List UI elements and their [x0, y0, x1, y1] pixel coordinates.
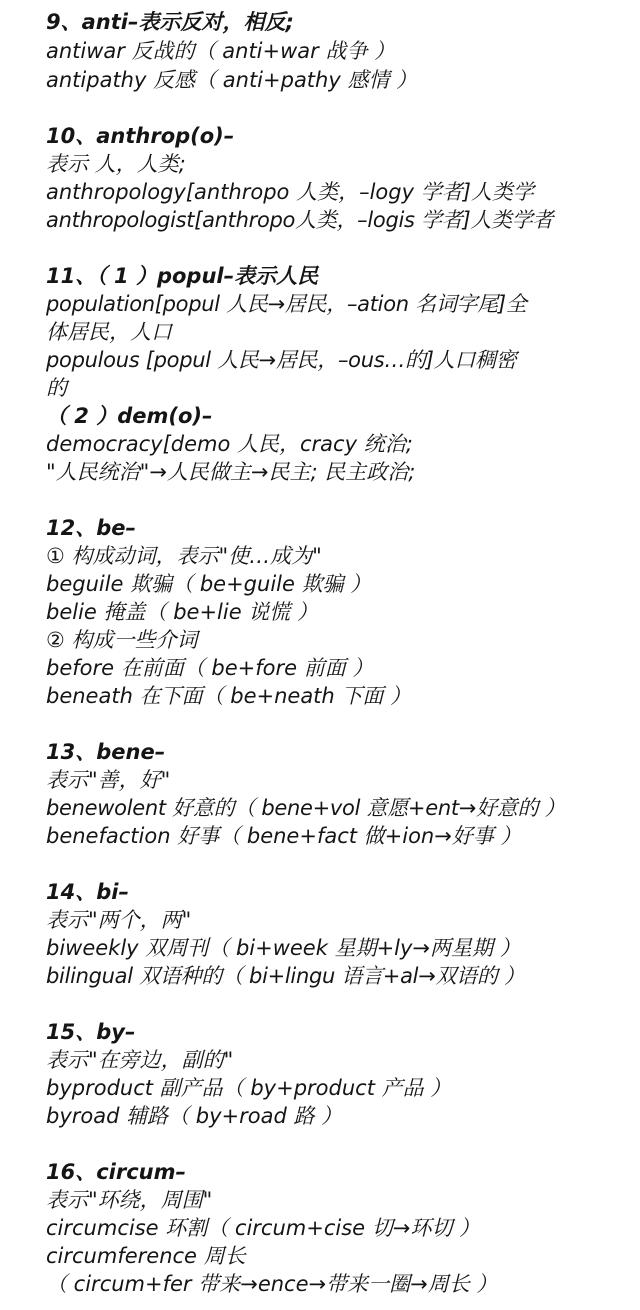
- entry-line: beguile 欺骗（ be+guile 欺骗 ）: [46, 572, 372, 596]
- entry-line: 的: [46, 376, 67, 400]
- section-heading: 14、bi–: [46, 880, 129, 904]
- entry-line: 表示"善，好": [46, 768, 171, 792]
- entry-line: benewolent 好意的（ bene+vol 意愿+ent→好意的 ）: [46, 796, 566, 820]
- entry-line: byproduct 副产品（ by+product 产品 ）: [46, 1076, 452, 1100]
- entry-line: circumference 周长: [46, 1244, 246, 1268]
- entry-line: anthropologist[anthropo人类，–logis 学者]人类学者: [46, 208, 554, 232]
- entry-line: benefaction 好事（ bene+fact 做+ion→好事 ）: [46, 824, 522, 848]
- section-heading: 13、bene–: [46, 740, 166, 764]
- entry-line: ① 构成动词，表示"使…成为": [46, 544, 322, 568]
- section-heading: 9、anti–表示反对，相反;: [46, 10, 294, 34]
- entry-line: 表示"环绕，周围": [46, 1188, 213, 1212]
- entry-line: antiwar 反战的（ anti+war 战争 ）: [46, 39, 396, 63]
- entry-line: population[popul 人民→居民，–ation 名词字尾]全: [46, 292, 527, 316]
- entry-line: 表示"两个，两": [46, 908, 192, 932]
- entry-line: ② 构成一些介词: [46, 628, 198, 652]
- section-heading: 16、circum–: [46, 1160, 187, 1184]
- entry-line: biweekly 双周刊（ bi+week 星期+ly→两星期 ）: [46, 936, 521, 960]
- entry-line: circumcise 环割（ circum+cise 切→环切 ）: [46, 1216, 481, 1240]
- entry-line: belie 掩盖（ be+lie 说慌 ）: [46, 600, 318, 624]
- section-heading: 11、（ 1 ）popul–表示人民: [46, 264, 319, 288]
- entry-line: byroad 辅路（ by+road 路 ）: [46, 1104, 343, 1128]
- entry-line: （ circum+fer 带来→ence→带来一圈→周长 ）: [46, 1272, 498, 1296]
- entry-line: antipathy 反感（ anti+pathy 感情 ）: [46, 68, 418, 92]
- section-heading: 12、be–: [46, 516, 136, 540]
- section-heading: 10、anthrop(o)–: [46, 124, 235, 148]
- entry-line: populous [popul 人民→居民，–ous…的]人口稠密: [46, 348, 517, 372]
- entry-line: bilingual 双语种的（ bi+lingu 语言+al→双语的 ）: [46, 964, 525, 988]
- entry-line: 表示"在旁边，副的": [46, 1048, 234, 1072]
- entry-line: anthropology[anthropo 人类，–logy 学者]人类学: [46, 180, 534, 204]
- entry-line: democracy[demo 人民，cracy 统治;: [46, 432, 413, 456]
- entry-line: before 在前面（ be+fore 前面 ）: [46, 656, 374, 680]
- section-heading: 15、by–: [46, 1020, 136, 1044]
- entry-line: "人民统治"→人民做主→民主; 民主政治;: [46, 460, 416, 484]
- entry-line: 表示 人，人类;: [46, 152, 186, 176]
- entry-line: beneath 在下面（ be+neath 下面 ）: [46, 684, 412, 708]
- entry-line: 体居民，人口: [46, 320, 172, 344]
- subsection-heading: （ 2 ）dem(o)–: [46, 404, 213, 428]
